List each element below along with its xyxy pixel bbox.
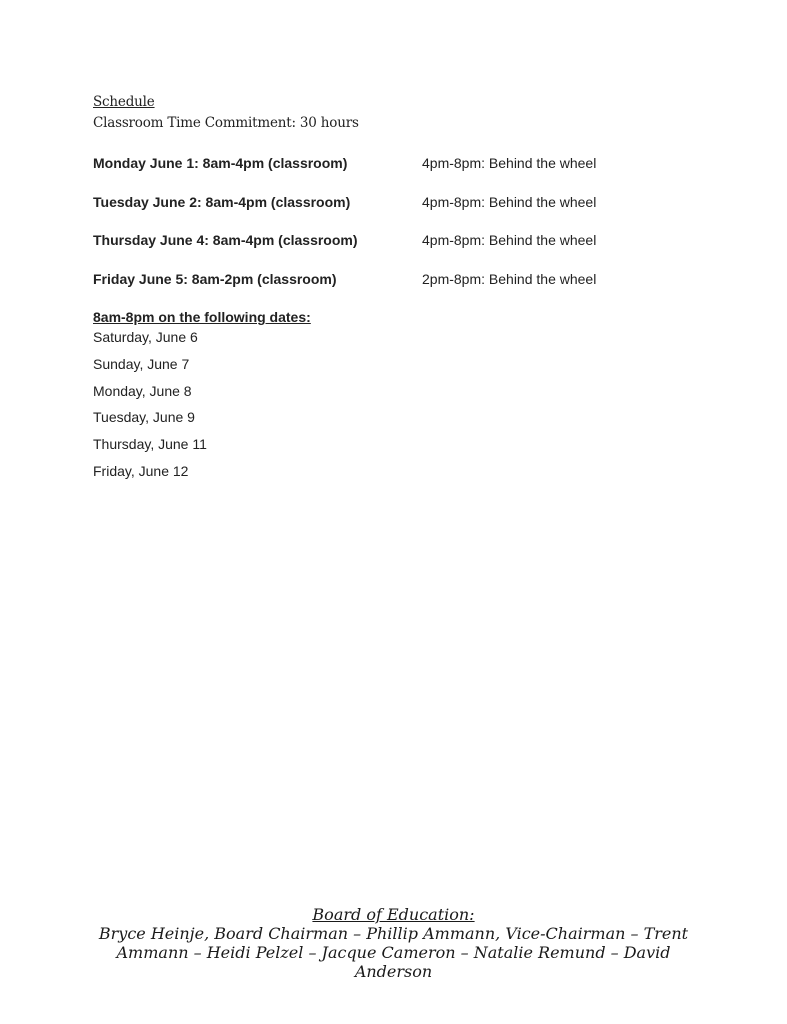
- behind-the-wheel-session: 2pm-8pm: Behind the wheel: [422, 271, 597, 287]
- behind-the-wheel-session: 4pm-8pm: Behind the wheel: [422, 155, 597, 171]
- classroom-commitment: Classroom Time Commitment: 30 hours: [93, 115, 359, 131]
- schedule-row: [93, 194, 693, 214]
- list-item: Saturday, June 6: [93, 329, 198, 345]
- classroom-session: Tuesday June 2: 8am-4pm (classroom): [93, 194, 351, 210]
- list-item: Friday, June 12: [93, 462, 189, 479]
- classroom-session: Thursday June 4: 8am-4pm (classroom): [93, 232, 358, 248]
- classroom-session: Friday June 5: 8am-2pm (classroom): [93, 271, 337, 287]
- board-title: Board of Education:: [312, 905, 475, 924]
- schedule-row: [93, 232, 693, 252]
- schedule-row: [93, 271, 693, 291]
- list-item: Thursday, June 11: [93, 436, 207, 453]
- following-dates-heading: 8am-8pm on the following dates:: [93, 309, 311, 325]
- behind-the-wheel-session: 4pm-8pm: Behind the wheel: [422, 232, 597, 248]
- schedule-heading: Schedule: [93, 94, 155, 110]
- schedule-row: [93, 155, 693, 175]
- board-members: Bryce Heinje, Board Chairman – Phillip Ammann, Vice-Chairman – Trent Ammann – Heidi Pelzel – Jacque Cameron – Natalie Remund – David Anderson: [98, 924, 689, 981]
- list-item: Monday, June 8: [93, 382, 192, 399]
- list-item: Tuesday, June 9: [93, 409, 195, 426]
- behind-the-wheel-session: 4pm-8pm: Behind the wheel: [422, 194, 597, 210]
- board-of-education-footer: [60, 905, 727, 981]
- list-item: Sunday, June 7: [93, 355, 190, 372]
- following-dates-list: [93, 329, 207, 490]
- classroom-session: Monday June 1: 8am-4pm (classroom): [93, 155, 348, 171]
